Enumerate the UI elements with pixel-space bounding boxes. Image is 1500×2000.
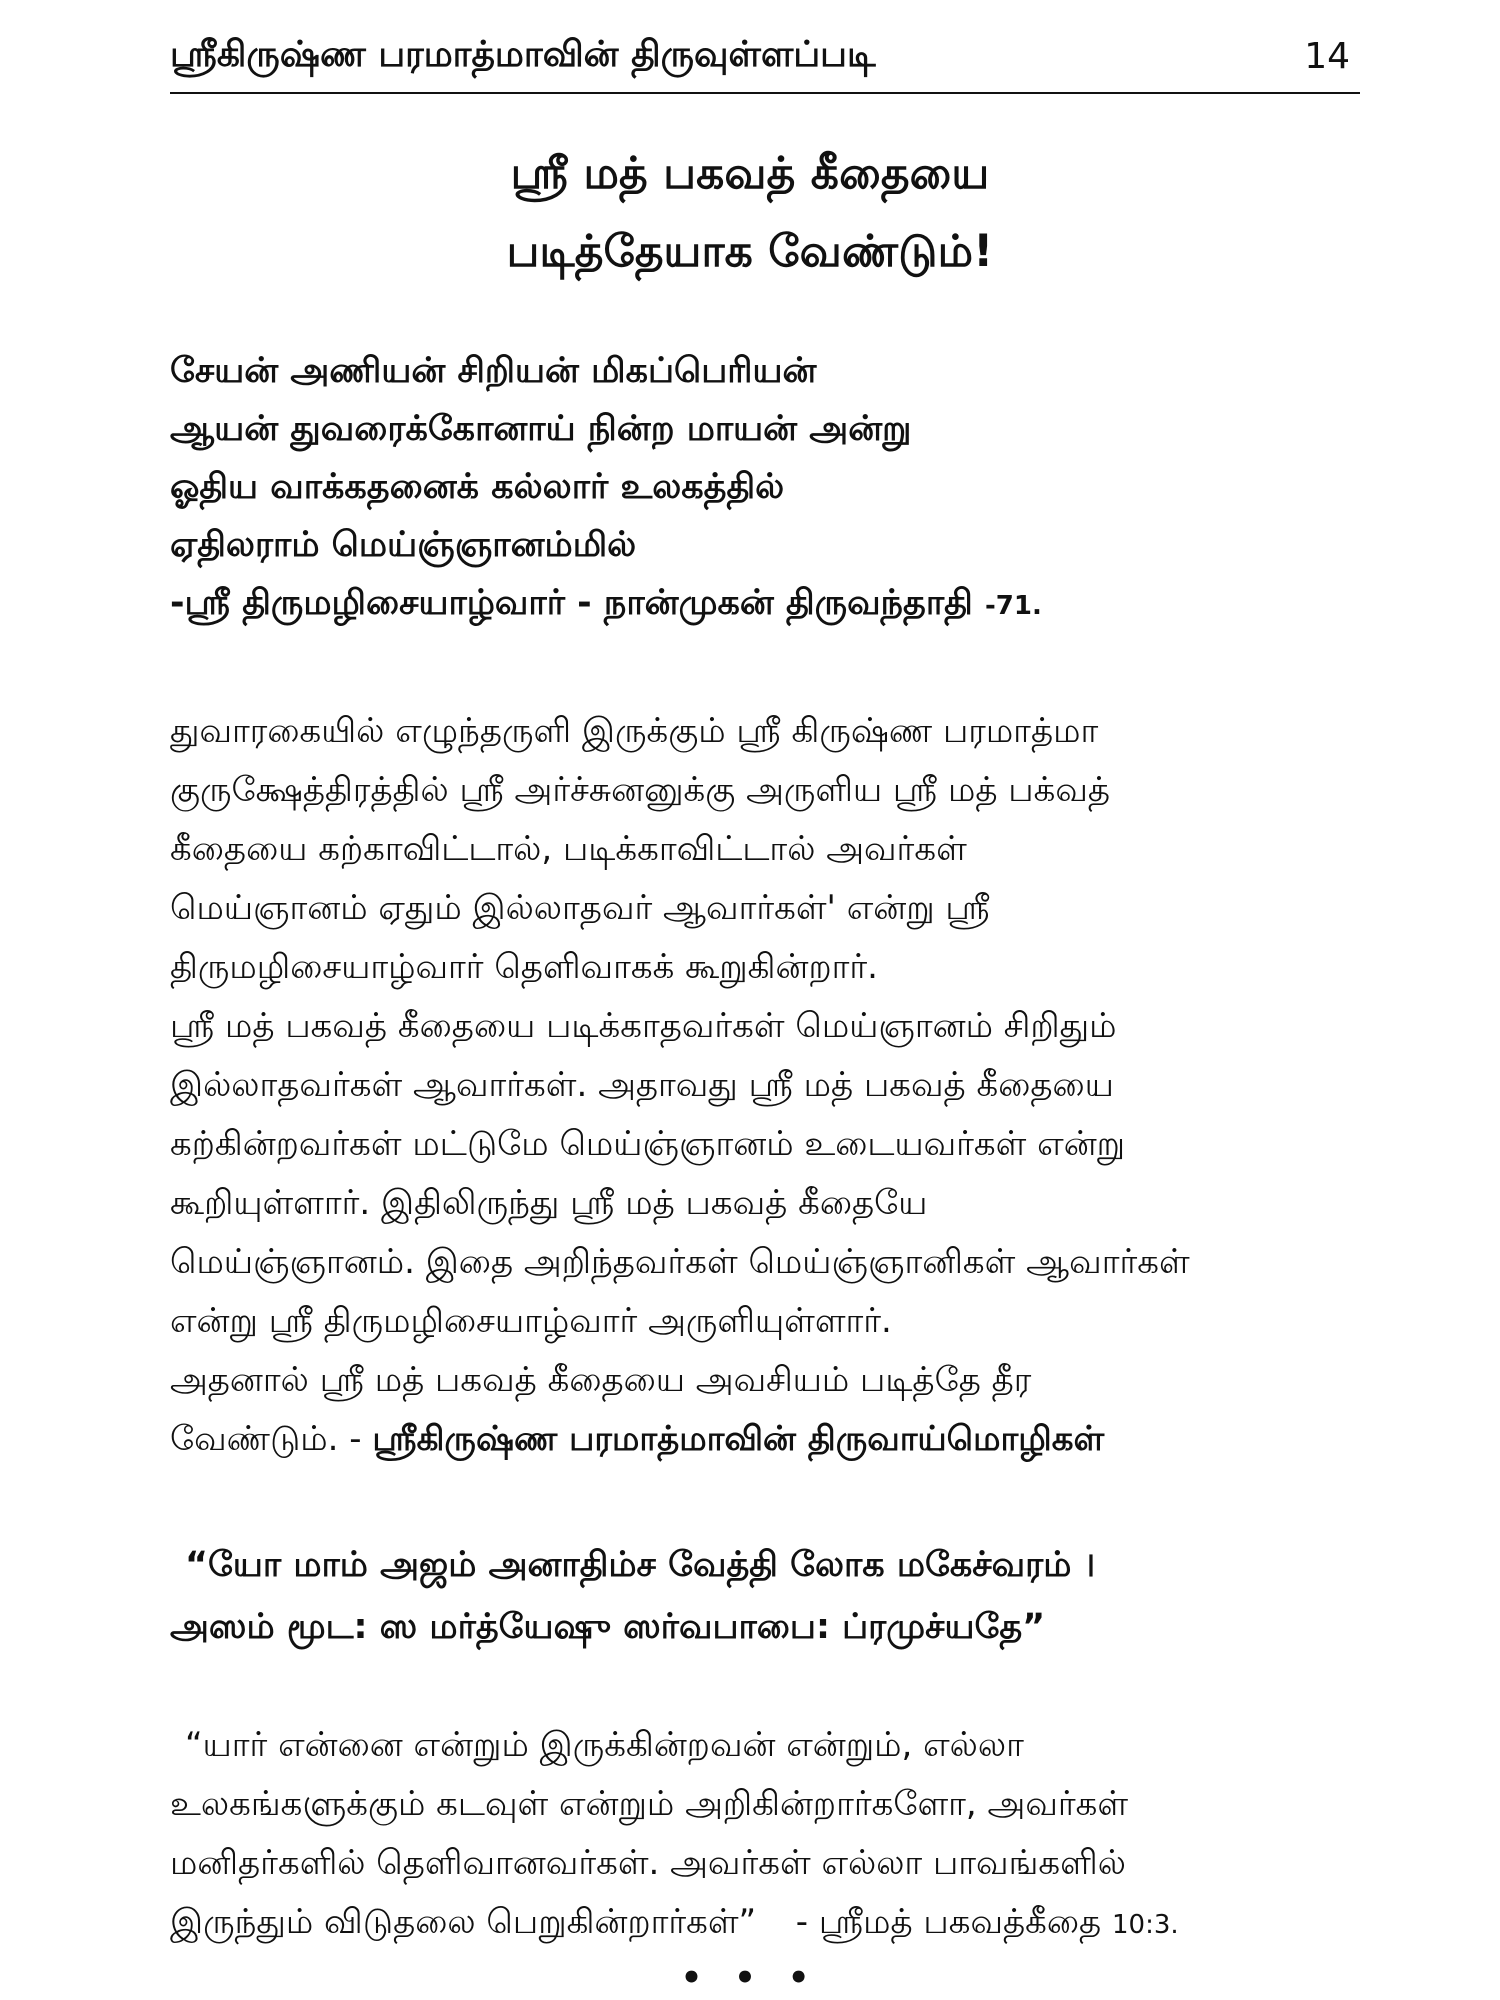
paragraph-line: திருமழிசையாழ்வார் தெளிவாகக் கூறுகின்றார். (170, 947, 878, 987)
page-title-line-2: படித்தேயாக வேண்டும்! (506, 226, 994, 277)
translation-line: உலகங்களுக்கும் கடவுள் என்றும் அறிகின்றார்களோ, அவர்கள் (170, 1784, 1129, 1824)
paragraph-source: ஸ்ரீகிருஷ்ண பரமாத்மாவின் திருவாய்மொழிகள் (372, 1419, 1105, 1459)
paragraph-line: மெய்ஞானம் ஏதும் இல்லாதவர் ஆவார்கள்' என்று ஸ்ரீ (170, 888, 990, 928)
translation-source-ref: 10:3. (1112, 1910, 1179, 1940)
paragraph-line: இல்லாதவர்கள் ஆவார்கள். அதாவது ஸ்ரீ மத் பகவத் கீதையை (170, 1065, 1114, 1105)
verse-line: ஏதிலராம் மெய்ஞ்ஞானம்மில் (170, 525, 637, 565)
section-end-ellipsis: • • • (680, 1958, 820, 1998)
verse-line: ஓதிய வாக்கதனைக் கல்லார் உலகத்தில் (170, 467, 785, 507)
translation-line: “யார் என்னை என்றும் இருக்கின்றவன் என்றும், எல்லா (185, 1725, 1024, 1765)
paragraph-line: என்று ஸ்ரீ திருமழிசையாழ்வார் அருளியுள்ளார். (170, 1301, 892, 1341)
header-title: ஸ்ரீகிருஷ்ண பரமாத்மாவின் திருவுள்ளப்படி (170, 34, 876, 75)
paragraph-last-line-text: வேண்டும். - (170, 1419, 373, 1459)
verse-attribution (170, 583, 1042, 623)
translation-last-line (170, 1902, 1179, 1942)
verse-line: சேயன் அணியன் சிறியன் மிகப்பெரியன் (170, 351, 817, 391)
page-title-line-1: ஸ்ரீ மத் பகவத் கீதையை (510, 148, 990, 199)
translation-source: - ஸ்ரீமத் பகவத்கீதை (795, 1902, 1102, 1942)
page-number: 14 (1304, 36, 1350, 77)
paragraph-line: குருக்ஷேத்திரத்தில் ஸ்ரீ அர்ச்சுனனுக்கு அருளிய ஸ்ரீ மத் பக்வத் (170, 770, 1111, 810)
running-header (170, 30, 1360, 90)
verse-attribution-text: -ஸ்ரீ திருமழிசையாழ்வார் - நான்முகன் திருவந்தாதி (170, 583, 973, 623)
sanskrit-line: “யோ மாம் அஜம் அனாதிம்ச வேத்தி லோக மகேச்வரம் । (185, 1545, 1096, 1585)
paragraph-line: ஸ்ரீ மத் பகவத் கீதையை படிக்காதவர்கள் மெய்ஞானம் சிறிதும் (170, 1006, 1117, 1046)
paragraph-line: மெய்ஞ்ஞானம். இதை அறிந்தவர்கள் மெய்ஞ்ஞானிகள் ஆவார்கள் (170, 1242, 1190, 1282)
sanskrit-line: அஸம் மூட: ஸ மர்த்யேஷு ஸர்வபாபை: ப்ரமுச்யதே” (170, 1607, 1046, 1647)
paragraph-last-line (170, 1419, 1105, 1459)
translation-line: மனிதர்களில் தெளிவானவர்கள். அவர்கள் எல்லா பாவங்களில் (170, 1843, 1126, 1883)
paragraph-line: அதனால் ஸ்ரீ மத் பகவத் கீதையை அவசியம் படித்தே தீர (170, 1360, 1032, 1400)
paragraph-line: கூறியுள்ளார். இதிலிருந்து ஸ்ரீ மத் பகவத் கீதையே (170, 1183, 928, 1223)
verse-attribution-ref: -71. (984, 591, 1042, 621)
header-divider (170, 92, 1360, 94)
paragraph-line: கீதையை கற்காவிட்டால், படிக்காவிட்டால் அவர்கள் (170, 829, 967, 869)
paragraph-line: துவாரகையில் எழுந்தருளி இருக்கும் ஸ்ரீ கிருஷ்ண பரமாத்மா (170, 711, 1099, 751)
paragraph-line: கற்கின்றவர்கள் மட்டுமே மெய்ஞ்ஞானம் உடையவர்கள் என்று (170, 1124, 1126, 1164)
verse-line: ஆயன் துவரைக்கோனாய் நின்ற மாயன் அன்று (170, 409, 912, 449)
translation-last-line-text: இருந்தும் விடுதலை பெறுகின்றார்கள்” (170, 1902, 757, 1942)
